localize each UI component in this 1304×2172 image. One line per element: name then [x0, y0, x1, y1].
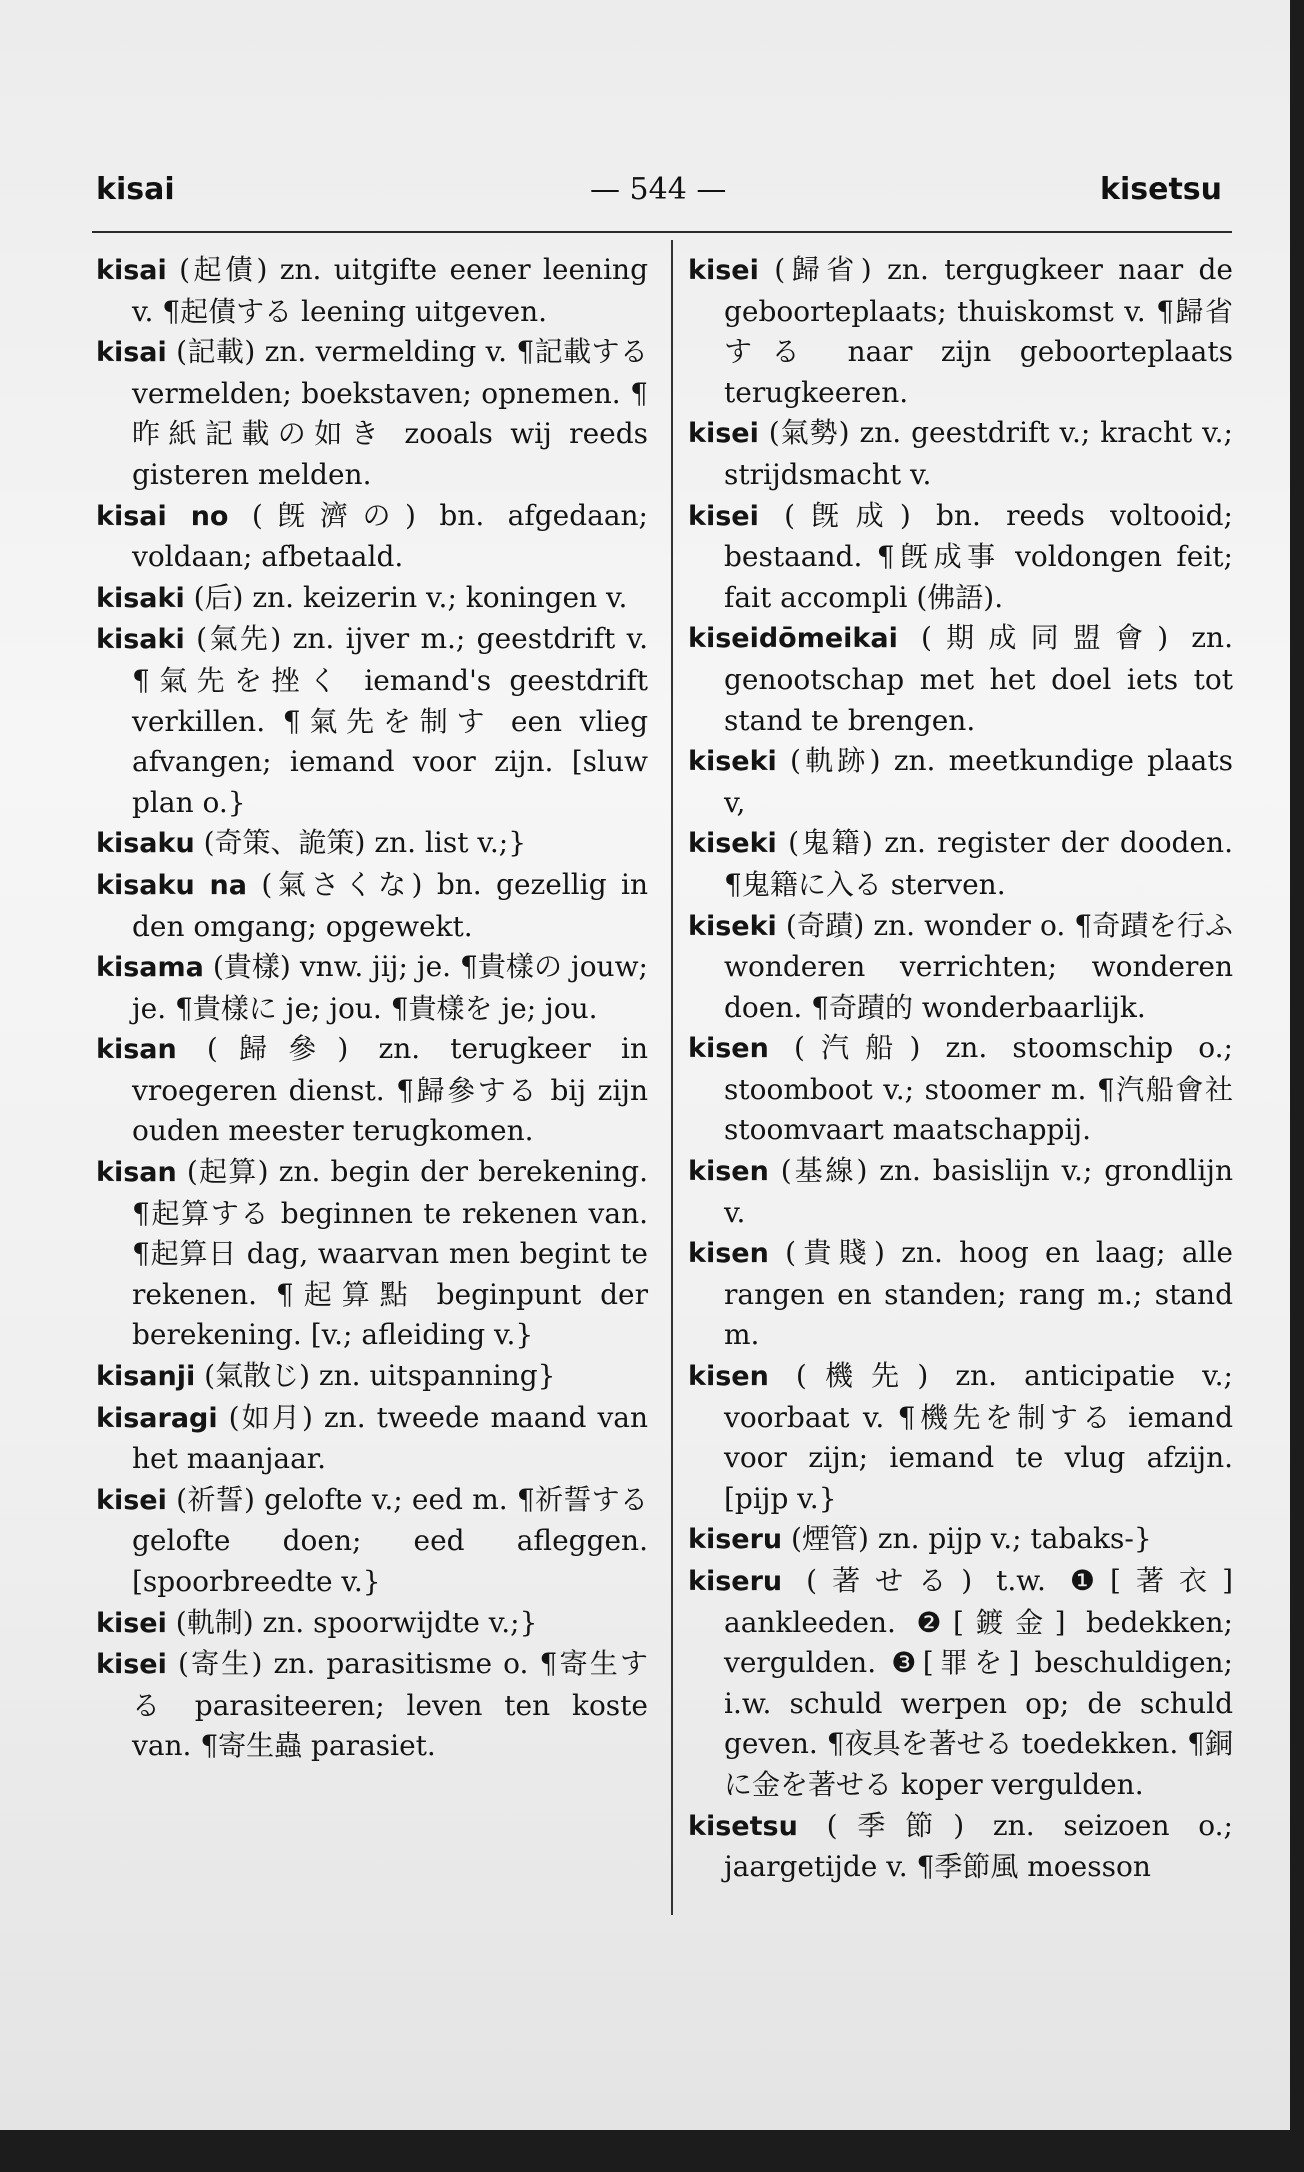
dictionary-entry [96, 1480, 648, 1603]
entry-headword: kisama [96, 952, 204, 984]
column-divider [671, 240, 673, 1915]
right-column [688, 250, 1233, 1888]
dictionary-entry [688, 1233, 1233, 1356]
entry-body: (軌制) zn. spoorwijdte v.;} [175, 1605, 538, 1639]
entry-body: (鬼籍) zn. register der dooden. ¶鬼籍に入る sterven. [724, 826, 1233, 901]
header-first-entry: kisai [96, 172, 175, 207]
page-header [0, 172, 1290, 222]
entry-headword: kisen [688, 1033, 769, 1065]
entry-body: (記載) zn. vermelding v. ¶記載する vermelden; boekstaven; opnemen. ¶昨紙記載の如き zooals wij reeds gisteren melden. [132, 335, 648, 491]
entry-body: (寄生) zn. parasitisme o. ¶寄生する parasiteeren; leven ten koste van. ¶寄生蟲 parasiet. [132, 1647, 648, 1763]
entry-body: (祈誓) gelofte v.; eed m. ¶祈誓する gelofte doen; eed afleggen. [spoorbreedte v.} [132, 1482, 648, 1598]
entry-headword: kiseki [688, 910, 777, 942]
dictionary-entry [688, 741, 1233, 823]
entry-body: (貴賤) zn. hoog en laag; alle rangen en standen; rang m.; stand m. [724, 1236, 1233, 1352]
entry-headword: kiseru [688, 1524, 783, 1556]
entry-body: (旣成) bn. reeds voltooid; bestaand. ¶旣成事 voldongen feit; fait accompli (佛語). [724, 498, 1233, 614]
dictionary-entry [96, 1029, 648, 1152]
entry-body: (著せる) t.w. ❶[著衣] aankleeden. ❷[鍍金] bedekken; vergulden. ❸[罪を] beschuldigen; i.w. schuld werpen op; de schuld geven. ¶夜具を著せる toedekken. ¶銅に金を著せる koper vergulden. [724, 1564, 1234, 1801]
dictionary-entry [688, 618, 1233, 741]
entry-body: (軌跡) zn. meetkundige plaats v, [724, 744, 1233, 819]
entry-headword: kisei [688, 500, 759, 532]
dictionary-entry [688, 906, 1233, 1029]
dictionary-entry [96, 1356, 648, 1398]
entry-body: (基線) zn. basislijn v.; grondlijn v. [724, 1154, 1233, 1229]
dictionary-entry [96, 947, 648, 1029]
entry-headword: kisai no [96, 500, 229, 532]
entry-body: (后) zn. keizerin v.; koningen v. [193, 580, 628, 614]
entry-body: (奇策、詭策) zn. list v.;} [203, 826, 527, 860]
dictionary-entry [688, 823, 1233, 905]
entry-headword: kisai [96, 255, 167, 286]
dictionary-entry [96, 1152, 648, 1356]
entry-body: (奇蹟) zn. wonder o. ¶奇蹟を行ふ wonderen verrichten; wonderen doen. ¶奇蹟的 wonderbaarlijk. [724, 908, 1234, 1024]
entry-body: (氣散じ) zn. uitspanning} [204, 1359, 556, 1393]
entry-body: (如月) zn. tweede maand van het maanjaar. [132, 1400, 648, 1476]
dictionary-entry [688, 1561, 1233, 1806]
entry-headword: kisaragi [96, 1402, 218, 1434]
entry-headword: kisaki [96, 624, 185, 656]
dictionary-entry [96, 496, 648, 578]
entry-headword: kisan [96, 1157, 177, 1189]
entry-body: (貴樣) vnw. jij; je. ¶貴樣の jouw; je. ¶貴樣に je; jou. ¶貴樣を je; jou. [132, 950, 648, 1025]
dictionary-entry [688, 1151, 1233, 1233]
page-number: — 544 — [590, 172, 727, 207]
entry-headword: kisanji [96, 1361, 196, 1393]
dictionary-entry [688, 1356, 1233, 1519]
dictionary-entry [96, 250, 648, 332]
entry-body: (起債) zn. uitgifte eener leening v. ¶起債する leening uitgeven. [132, 253, 648, 328]
dictionary-entry [96, 578, 648, 620]
entry-headword: kiseki [688, 746, 777, 778]
entry-headword: kiseidōmeikai [688, 623, 898, 655]
header-rule [92, 231, 1232, 233]
dictionary-entry [688, 413, 1233, 495]
entry-headword: kiseki [688, 828, 777, 860]
entry-headword: kisan [96, 1034, 177, 1066]
dictionary-entry [688, 250, 1233, 413]
entry-headword: kisai [96, 337, 167, 369]
entry-body: (汽船) zn. stoomschip o.; stoomboot v.; stoomer m. ¶汽船會社 stoomvaart maatschappij. [724, 1031, 1233, 1147]
entry-headword: kisei [96, 1607, 167, 1639]
dictionary-entry [96, 1644, 648, 1767]
entry-body: (氣勢) zn. geestdrift v.; kracht v.; strijdsmacht v. [724, 416, 1233, 491]
entry-body: (氣さくな) bn. gezellig in den omgang; opgewekt. [132, 867, 648, 943]
entry-headword: kisetsu [688, 1810, 798, 1842]
entry-headword: kisen [688, 1156, 769, 1188]
entry-headword: kisaku [96, 828, 195, 860]
header-last-entry: kisetsu [1100, 172, 1222, 207]
dictionary-entry [688, 496, 1233, 619]
entry-body: (歸參) zn. terugkeer in vroegeren dienst. ¶歸參する bij zijn ouden meester terugkomen. [132, 1032, 648, 1148]
entry-headword: kisen [688, 1361, 769, 1393]
entry-body: (煙管) zn. pijp v.; tabaks-} [791, 1522, 1152, 1556]
dictionary-entry [688, 1028, 1233, 1151]
entry-body: (季節) zn. seizoen o.; jaargetijde v. ¶季節風 moesson [724, 1808, 1233, 1884]
dictionary-entry [96, 1603, 648, 1645]
entry-headword: kisei [96, 1484, 167, 1516]
dictionary-entry [96, 1398, 648, 1480]
entry-body: (旣濟の) bn. afgedaan; voldaan; afbetaald. [132, 498, 648, 574]
left-column [96, 250, 648, 1767]
dictionary-entry [96, 823, 648, 865]
entry-headword: kisei [688, 418, 759, 450]
entry-headword: kisen [688, 1238, 769, 1270]
dictionary-entry [688, 1519, 1233, 1561]
dictionary-entry [96, 619, 648, 823]
entry-body: (起算) zn. begin der berekening. ¶起算する beginnen te rekenen van. ¶起算日 dag, waarvan men begint te rekenen. ¶起算點 beginpunt der berekening. [v.; afleiding v.} [132, 1155, 648, 1352]
entry-headword: kisaki [96, 582, 185, 614]
entry-headword: kisei [688, 255, 759, 286]
dictionary-entry [96, 865, 648, 947]
dictionary-entry [96, 332, 648, 495]
entry-headword: kiseru [688, 1566, 783, 1597]
entry-body: (機先) zn. anticipatie v.; voorbaat v. ¶機先を制する iemand voor zijn; iemand te vlug afzijn. [pijp v.} [724, 1359, 1233, 1515]
entry-headword: kisaku na [96, 869, 247, 901]
entry-body: (氣先) zn. ijver m.; geestdrift v. ¶氣先を挫く iemand's geestdrift verkillen. ¶氣先を制す een vlieg afvangen; iemand voor zijn. [sluw plan o.} [132, 622, 648, 819]
dictionary-entry [688, 1806, 1233, 1888]
entry-headword: kisei [96, 1649, 167, 1681]
entry-body: (歸省) zn. tergugkeer naar de geboorteplaats; thuiskomst v. ¶歸省する naar zijn geboorteplaats terugkeeren. [724, 253, 1234, 409]
entry-body: (期成同盟會) zn. genootschap met het doel iets tot stand te brengen. [724, 621, 1233, 737]
